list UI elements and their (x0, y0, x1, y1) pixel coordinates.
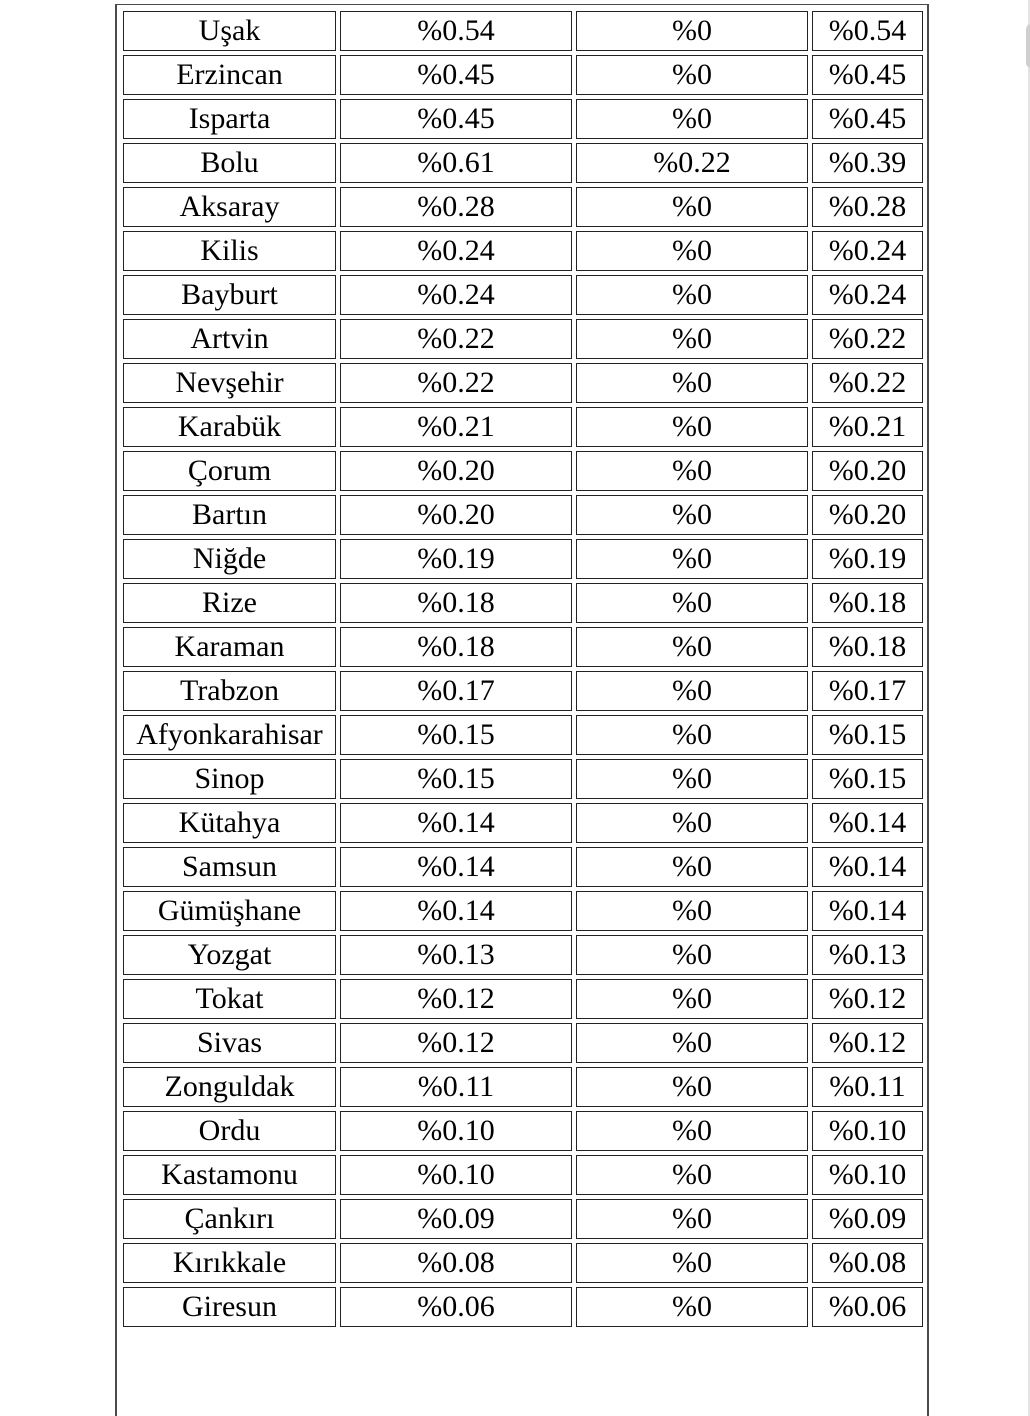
cell-province: Kırıkkale (123, 1243, 336, 1283)
cell-province: Artvin (123, 319, 336, 359)
cell-province: Kütahya (123, 803, 336, 843)
cell-value-1: %0.09 (340, 1199, 572, 1239)
cell-province: Aksaray (123, 187, 336, 227)
cell-value-3: %0.12 (812, 979, 923, 1019)
table-row (123, 11, 923, 51)
cell-value-1: %0.18 (340, 627, 572, 667)
cell-value-3: %0.18 (812, 583, 923, 623)
cell-value-1: %0.15 (340, 759, 572, 799)
cell-value-1: %0.20 (340, 451, 572, 491)
table-row (123, 495, 923, 535)
cell-value-1: %0.61 (340, 143, 572, 183)
cell-value-2: %0 (576, 715, 808, 755)
cell-province: Karabük (123, 407, 336, 447)
cell-value-3: %0.54 (812, 11, 923, 51)
cell-value-2: %0 (576, 1111, 808, 1151)
cell-province: Giresun (123, 1287, 336, 1327)
cell-value-1: %0.06 (340, 1287, 572, 1327)
cell-value-1: %0.10 (340, 1155, 572, 1195)
table-row (123, 891, 923, 931)
cell-value-3: %0.10 (812, 1155, 923, 1195)
cell-value-1: %0.14 (340, 891, 572, 931)
table-row (123, 407, 923, 447)
cell-value-1: %0.45 (340, 99, 572, 139)
cell-value-3: %0.13 (812, 935, 923, 975)
cell-value-1: %0.20 (340, 495, 572, 535)
table-row (123, 1111, 923, 1151)
cell-province: Bolu (123, 143, 336, 183)
cell-value-1: %0.15 (340, 715, 572, 755)
cell-province: Yozgat (123, 935, 336, 975)
cell-value-1: %0.28 (340, 187, 572, 227)
cell-value-2: %0 (576, 187, 808, 227)
table-row (123, 1067, 923, 1107)
table-row (123, 231, 923, 271)
cell-value-2: %0 (576, 539, 808, 579)
cell-value-1: %0.14 (340, 847, 572, 887)
table-row (123, 583, 923, 623)
cell-value-2: %0 (576, 583, 808, 623)
cell-value-2: %0 (576, 1243, 808, 1283)
cell-value-1: %0.22 (340, 319, 572, 359)
cell-value-3: %0.20 (812, 451, 923, 491)
table-row (123, 539, 923, 579)
cell-value-1: %0.45 (340, 55, 572, 95)
cell-value-3: %0.39 (812, 143, 923, 183)
cell-province: Erzincan (123, 55, 336, 95)
cell-value-3: %0.15 (812, 715, 923, 755)
cell-province: Kilis (123, 231, 336, 271)
data-table-container (115, 4, 929, 1416)
cell-value-3: %0.14 (812, 891, 923, 931)
cell-value-2: %0 (576, 495, 808, 535)
cell-value-3: %0.14 (812, 803, 923, 843)
cell-value-2: %0 (576, 1287, 808, 1327)
cell-value-2: %0 (576, 319, 808, 359)
table-row (123, 275, 923, 315)
cell-value-3: %0.14 (812, 847, 923, 887)
cell-value-3: %0.24 (812, 231, 923, 271)
cell-value-2: %0 (576, 407, 808, 447)
cell-value-3: %0.19 (812, 539, 923, 579)
cell-value-1: %0.24 (340, 231, 572, 271)
cell-value-3: %0.18 (812, 627, 923, 667)
cell-value-3: %0.22 (812, 319, 923, 359)
data-table (119, 7, 927, 1331)
table-row (123, 1199, 923, 1239)
cell-value-3: %0.10 (812, 1111, 923, 1151)
cell-value-2: %0 (576, 231, 808, 271)
cell-province: Sivas (123, 1023, 336, 1063)
cell-value-3: %0.17 (812, 671, 923, 711)
cell-value-3: %0.15 (812, 759, 923, 799)
table-row (123, 627, 923, 667)
cell-value-1: %0.54 (340, 11, 572, 51)
cell-value-3: %0.45 (812, 99, 923, 139)
cell-province: Niğde (123, 539, 336, 579)
cell-province: Isparta (123, 99, 336, 139)
cell-value-3: %0.22 (812, 363, 923, 403)
cell-value-2: %0 (576, 847, 808, 887)
cell-province: Tokat (123, 979, 336, 1019)
cell-value-2: %0 (576, 1067, 808, 1107)
cell-value-3: %0.20 (812, 495, 923, 535)
table-row (123, 935, 923, 975)
cell-value-1: %0.08 (340, 1243, 572, 1283)
cell-value-2: %0 (576, 1155, 808, 1195)
cell-value-1: %0.17 (340, 671, 572, 711)
cell-value-1: %0.21 (340, 407, 572, 447)
cell-province: Karaman (123, 627, 336, 667)
cell-value-2: %0 (576, 759, 808, 799)
cell-province: Afyonkarahisar (123, 715, 336, 755)
cell-value-1: %0.22 (340, 363, 572, 403)
cell-province: Bartın (123, 495, 336, 535)
table-row (123, 319, 923, 359)
cell-province: Sinop (123, 759, 336, 799)
cell-value-2: %0.22 (576, 143, 808, 183)
table-row (123, 187, 923, 227)
cell-province: Çorum (123, 451, 336, 491)
cell-value-2: %0 (576, 55, 808, 95)
cell-province: Bayburt (123, 275, 336, 315)
cell-value-1: %0.11 (340, 1067, 572, 1107)
cell-value-3: %0.28 (812, 187, 923, 227)
table-row (123, 363, 923, 403)
table-row (123, 759, 923, 799)
cell-value-2: %0 (576, 803, 808, 843)
cell-value-3: %0.06 (812, 1287, 923, 1327)
cell-value-3: %0.24 (812, 275, 923, 315)
cell-province: Rize (123, 583, 336, 623)
table-row (123, 979, 923, 1019)
cell-value-2: %0 (576, 363, 808, 403)
cell-value-2: %0 (576, 627, 808, 667)
scrollbar-thumb[interactable] (1026, 24, 1030, 68)
table-row (123, 99, 923, 139)
cell-province: Nevşehir (123, 363, 336, 403)
cell-value-2: %0 (576, 935, 808, 975)
cell-value-2: %0 (576, 1023, 808, 1063)
cell-value-1: %0.19 (340, 539, 572, 579)
cell-value-1: %0.24 (340, 275, 572, 315)
cell-province: Çankırı (123, 1199, 336, 1239)
cell-province: Trabzon (123, 671, 336, 711)
cell-value-1: %0.10 (340, 1111, 572, 1151)
cell-value-1: %0.18 (340, 583, 572, 623)
cell-value-2: %0 (576, 671, 808, 711)
table-body (123, 11, 923, 1327)
table-row (123, 671, 923, 711)
cell-value-3: %0.11 (812, 1067, 923, 1107)
table-row (123, 1243, 923, 1283)
table-row (123, 55, 923, 95)
cell-value-3: %0.12 (812, 1023, 923, 1063)
table-row (123, 1155, 923, 1195)
table-row (123, 451, 923, 491)
cell-value-2: %0 (576, 1199, 808, 1239)
cell-province: Ordu (123, 1111, 336, 1151)
table-row (123, 1287, 923, 1327)
cell-value-2: %0 (576, 979, 808, 1019)
cell-province: Zonguldak (123, 1067, 336, 1107)
cell-province: Samsun (123, 847, 336, 887)
table-row (123, 715, 923, 755)
cell-value-1: %0.12 (340, 1023, 572, 1063)
table-row (123, 847, 923, 887)
cell-value-3: %0.08 (812, 1243, 923, 1283)
cell-province: Kastamonu (123, 1155, 336, 1195)
cell-value-2: %0 (576, 99, 808, 139)
table-row (123, 1023, 923, 1063)
cell-province: Uşak (123, 11, 336, 51)
cell-value-2: %0 (576, 11, 808, 51)
cell-value-2: %0 (576, 275, 808, 315)
cell-value-3: %0.45 (812, 55, 923, 95)
cell-value-1: %0.13 (340, 935, 572, 975)
table-row (123, 143, 923, 183)
cell-value-3: %0.21 (812, 407, 923, 447)
cell-value-2: %0 (576, 891, 808, 931)
cell-value-1: %0.14 (340, 803, 572, 843)
cell-value-2: %0 (576, 451, 808, 491)
cell-value-1: %0.12 (340, 979, 572, 1019)
table-row (123, 803, 923, 843)
cell-province: Gümüşhane (123, 891, 336, 931)
cell-value-3: %0.09 (812, 1199, 923, 1239)
